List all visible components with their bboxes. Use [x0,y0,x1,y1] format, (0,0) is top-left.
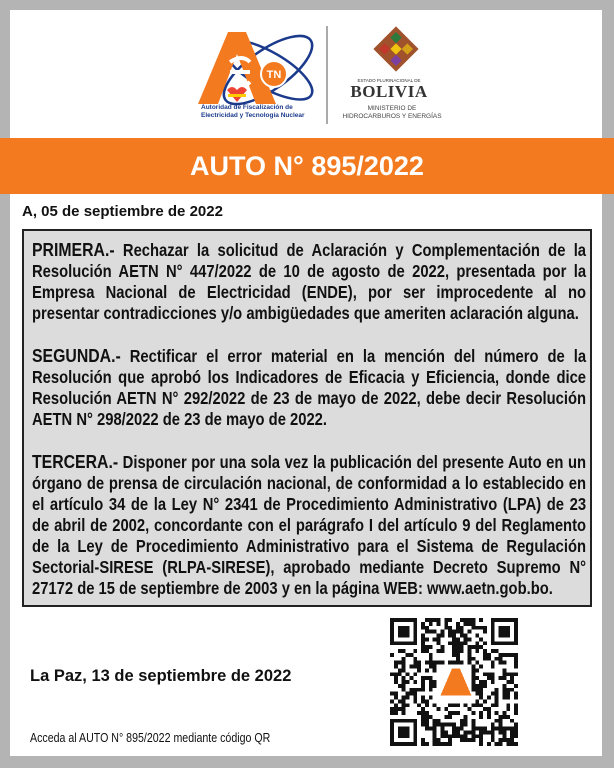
ministry-name: MINISTERIO DE HIDROCARBUROS Y ENERGÍAS [342,105,442,120]
resolution-box [22,229,592,607]
clause-primera: PRIMERA.- Rechazar la solicitud de Aclaración y Complementación de la Resolución AETN N° 447/2022 de 10 de agosto de 2022, presentada por la Empresa Nacional de Electricidad (ENDE), por ser improcedente al no presentar contradicciones y/o ambigüedades que ameriten aclaración alguna. [32,239,587,323]
bolivia-emblem [362,24,430,74]
reference-date: A, 05 de septiembre de 2022 [22,203,223,220]
title-band [0,138,614,194]
bolivia-wordmark: BOLIVIA [350,82,428,101]
signing-date: La Paz, 13 de septiembre de 2022 [30,667,292,685]
qr-center-logo [440,668,471,695]
document-title: AUTO N° 895/2022 [190,150,424,181]
logo-divider [326,26,328,124]
svg-text:TN: TN [266,69,282,81]
qr-code[interactable] [390,618,518,746]
header-logos [0,0,614,138]
clause-tercera: TERCERA.- Disponer por una sola vez la publicación del presente Auto en un órgano de prensa de circulación nacional, de conformidad a lo establecido en el artículo 34 de la Ley N° 2341 de Procedimiento Administrativo (LPA) de 23 de abril de 2002, concordante con el parágrafo I del artículo 9 del Reglamento de la Ley de Procedimiento Administrativo para el Sistema de Regulación Sectorial-SIRESE (RLPA-SIRESE), aprobado mediante Decreto Supremo N° 27172 de 15 de septiembre de 2003 y en la página WEB: www.aetn.gob.bo. [32,451,587,598]
aetn-caption: Autoridad de Fiscalización de Electricidad y Tecnología Nuclear [201,104,305,119]
bolivia-small-text: ESTADO PLURINACIONAL DE [357,78,421,83]
qr-note: Acceda al AUTO N° 895/2022 mediante código QR [30,731,271,745]
clause-segunda: SEGUNDA.- Rectificar el error material en la mención del número de la Resolución que aprobó los Indicadores de Eficacia y Eficiencia, donde dice Resolución AETN N° 292/2022 de 23 de mayo de 2022, debe decir Resolución AETN N° 298/2022 de 23 de mayo de 2022. [32,345,587,429]
